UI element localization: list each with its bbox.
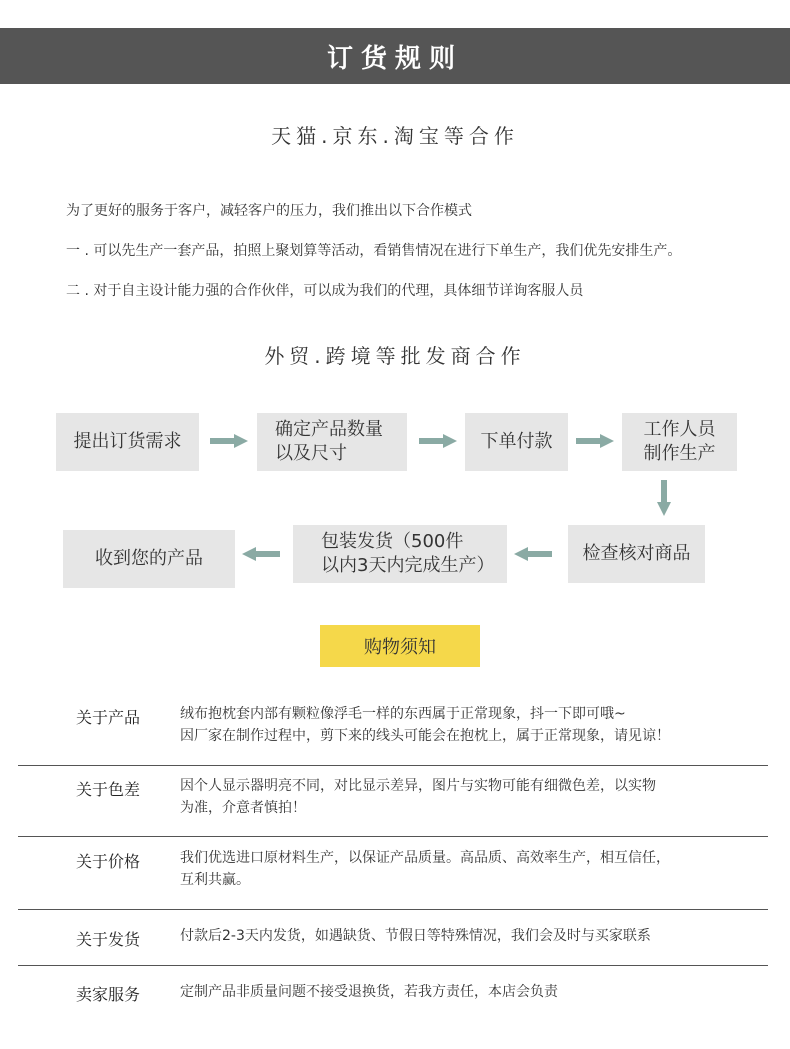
arrow-right-icon [419, 434, 457, 448]
notice-label-color: 关于色差 [76, 780, 141, 799]
header-bar [0, 28, 790, 84]
shopping-notice-title: 购物须知 [320, 625, 480, 667]
notice-label-service: 卖家服务 [76, 985, 141, 1004]
flow-step-1-text: 提出订货需求 [73, 431, 182, 452]
notice-text-line: 我们优选进口原材料生产，以保证产品质量。高品质、高效率生产，相互信任， [180, 850, 670, 866]
notice-text-color [180, 775, 656, 819]
flow-step-6 [293, 525, 507, 583]
notice-text-price [180, 847, 670, 891]
notice-label-product: 关于产品 [76, 708, 141, 727]
section-title-wholesale: 外贸.跨境等批发商合作 [264, 344, 526, 368]
notice-text-line: 互利共赢。 [180, 872, 250, 888]
notice-text-product [180, 703, 670, 747]
divider [18, 909, 768, 910]
section-title-domestic: 天猫.京东.淘宝等合作 [271, 124, 519, 148]
flow-step-7-text: 收到您的产品 [95, 548, 203, 569]
notice-text-line: 因个人显示器明亮不同，对比显示差异，图片与实物可能有细微色差，以实物 [180, 778, 656, 794]
notice-text-line: 定制产品非质量问题不接受退换货，若我方责任，本店会负责 [180, 984, 558, 1000]
notice-label-shipping: 关于发货 [76, 930, 141, 949]
flow-step-3-text: 下单付款 [480, 431, 553, 452]
flow-step-2-line1: 确定产品数量 [275, 419, 383, 440]
arrow-right-icon [576, 434, 614, 448]
divider [18, 765, 768, 766]
intro-text: 为了更好的服务于客户，减轻客户的压力，我们推出以下合作模式 [66, 203, 472, 219]
notice-text-service [180, 981, 558, 1003]
arrow-left-icon [514, 547, 552, 561]
divider [18, 836, 768, 837]
cooperation-item-1: 一 . 可以先生产一套产品，拍照上聚划算等活动，看销售情况在进行下单生产，我们优先安排生产。 [66, 243, 682, 259]
divider [18, 965, 768, 966]
notice-text-line: 因厂家在制作过程中，剪下来的线头可能会在抱枕上，属于正常现象，请见谅！ [180, 728, 670, 744]
notice-text-shipping [180, 925, 651, 947]
flow-step-7 [63, 530, 235, 588]
arrow-right-icon [210, 434, 248, 448]
flow-step-1 [56, 413, 199, 471]
flow-step-2-line2: 以及尺寸 [275, 443, 347, 464]
flow-step-6-line2: 以内3天内完成生产） [321, 555, 495, 576]
flow-step-4 [622, 413, 737, 471]
flow-step-6-line1: 包装发货（500件 [321, 531, 464, 552]
page-title: 订货规则 [326, 43, 463, 74]
flow-step-5-text: 检查核对商品 [582, 543, 691, 564]
cooperation-item-2: 二 . 对于自主设计能力强的合作伙伴，可以成为我们的代理，具体细节详询客服人员 [66, 283, 584, 299]
arrow-left-icon [242, 547, 280, 561]
flow-step-3 [465, 413, 568, 471]
flow-step-4-line1: 工作人员 [643, 419, 716, 440]
notice-label-price: 关于价格 [76, 852, 141, 871]
flow-step-2 [257, 413, 407, 471]
arrow-down-icon [657, 480, 671, 516]
flow-step-4-line2: 制作生产 [643, 443, 716, 464]
flow-step-5 [568, 525, 705, 583]
notice-text-line: 绒布抱枕套内部有颗粒像浮毛一样的东西属于正常现象，抖一下即可哦~ [180, 706, 626, 722]
notice-text-line: 付款后2-3天内发货，如遇缺货、节假日等特殊情况，我们会及时与买家联系 [180, 928, 651, 944]
notice-text-line: 为准，介意者慎拍！ [180, 800, 306, 816]
